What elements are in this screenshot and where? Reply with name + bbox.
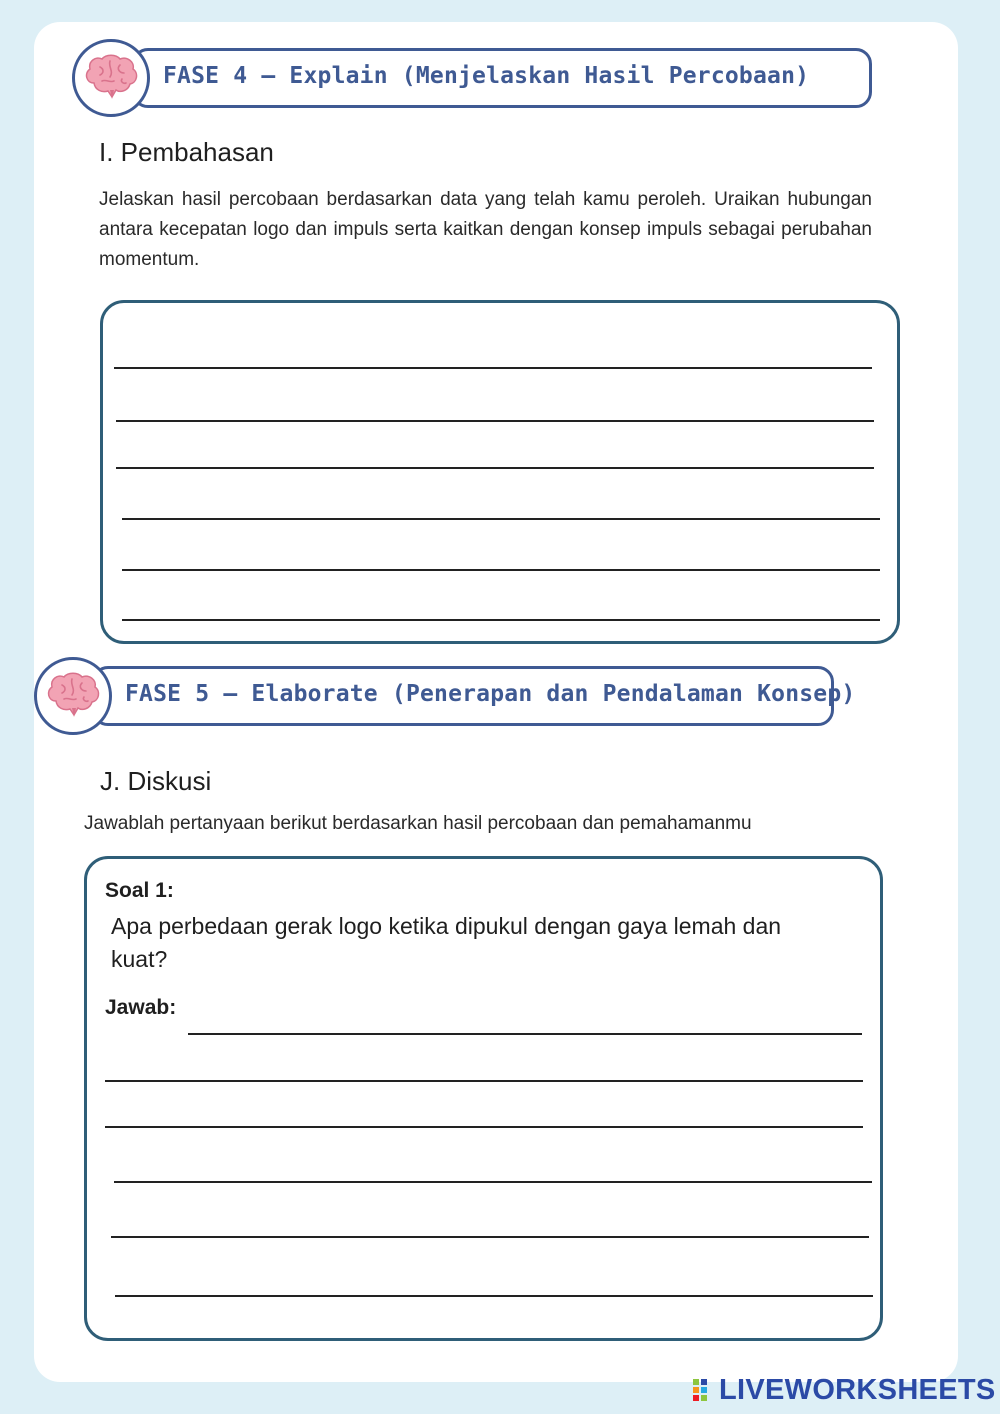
section-j-heading: J. Diskusi <box>100 766 212 796</box>
brain-icon <box>82 53 140 103</box>
answer-line[interactable] <box>105 1126 863 1128</box>
answer-line[interactable] <box>115 1295 873 1297</box>
answer-label: Jawab: <box>105 996 177 1019</box>
brain-icon <box>44 671 102 721</box>
answer-line[interactable] <box>111 1236 869 1238</box>
phase4-banner <box>132 48 872 108</box>
answer-line[interactable] <box>116 467 874 469</box>
phase5-banner <box>92 666 856 726</box>
phase5-badge <box>34 657 112 735</box>
phase4-title: FASE 4 – Explain (Menjelaskan Hasil Percobaan) <box>163 63 810 89</box>
answer-line[interactable] <box>188 1033 862 1035</box>
question-label: Soal 1: <box>105 879 174 902</box>
liveworksheets-logo <box>692 1374 996 1406</box>
answer-box-pembahasan <box>100 300 900 644</box>
answer-line[interactable] <box>122 619 880 621</box>
answer-line[interactable] <box>114 367 872 369</box>
section-i-instruction: Jelaskan hasil percobaan berdasarkan data yang telah kamu peroleh. Uraikan hubungan antara kecepatan logo dan impuls serta kaitkan dengan konsep impuls sebagai perubahan momentum. <box>99 189 872 270</box>
section-i-heading: I. Pembahasan <box>99 137 274 167</box>
phase5-title: FASE 5 – Elaborate (Penerapan dan Pendalaman Konsep) <box>125 681 856 707</box>
liveworksheets-grid-icon <box>692 1378 716 1402</box>
answer-line[interactable] <box>122 569 880 571</box>
answer-line[interactable] <box>105 1080 863 1082</box>
answer-line[interactable] <box>122 518 880 520</box>
phase4-badge <box>72 39 150 117</box>
answer-line[interactable] <box>114 1181 872 1183</box>
question-box-1 <box>84 856 883 1341</box>
section-j-instruction: Jawablah pertanyaan berikut berdasarkan hasil percobaan dan pemahamanmu <box>84 813 752 834</box>
question-text: Apa perbedaan gerak logo ketika dipukul dengan gaya lemah dan kuat? <box>111 913 782 972</box>
answer-line[interactable] <box>116 420 874 422</box>
footer-brand: LIVEWORKSHEETS <box>719 1373 996 1406</box>
